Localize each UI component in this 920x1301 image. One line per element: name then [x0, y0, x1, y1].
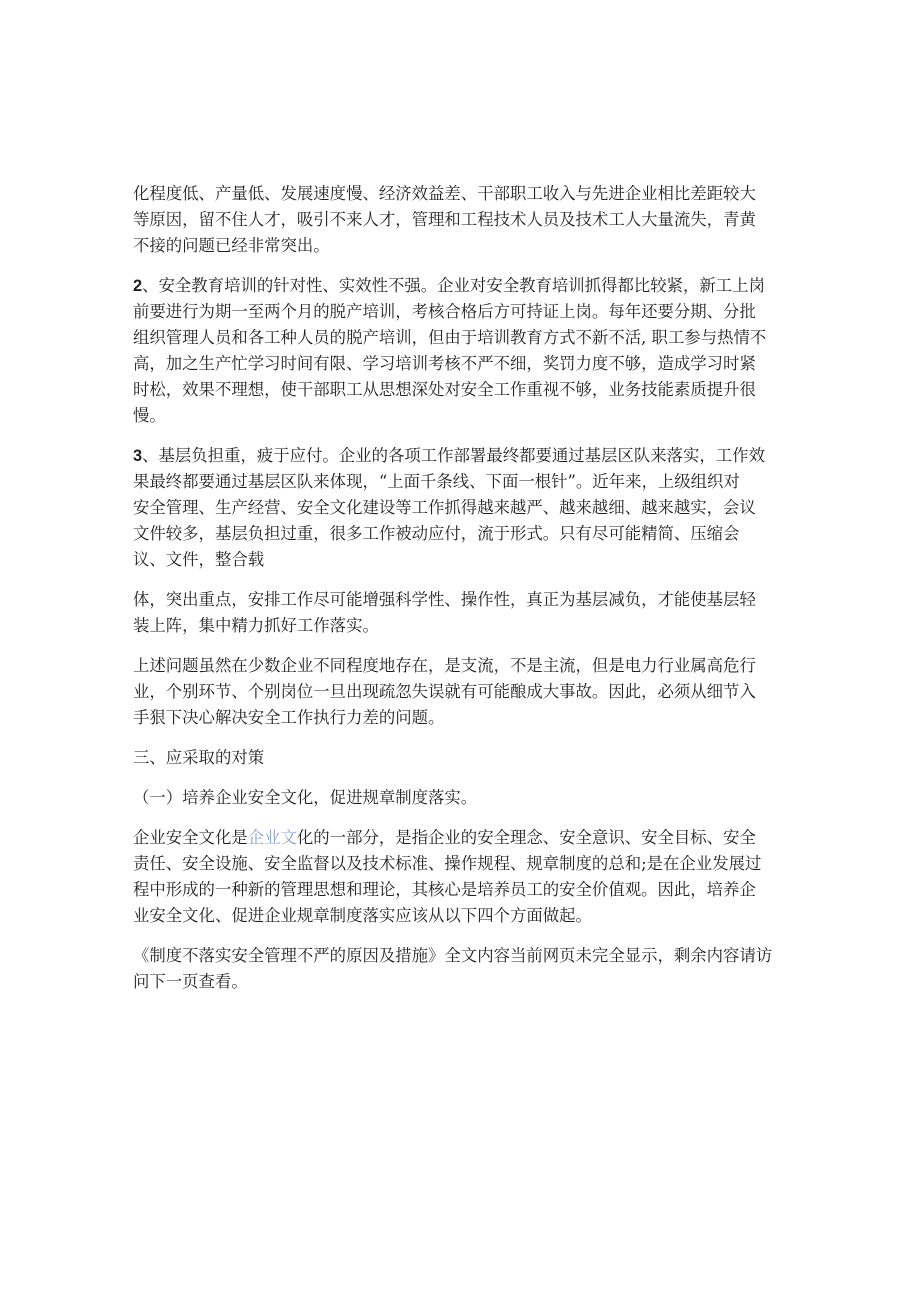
text-line: 高，加之生产忙学习时间有限、学习培训考核不严不细，奖罚力度不够，造成学习时紧: [133, 354, 756, 373]
text-line: 等原因，留不住人才，吸引不来人才，管理和工程技术人员及技术工人大量流失，青黄: [133, 210, 756, 229]
heading-text: （一）培养企业安全文化，促进规章制度落实。: [133, 788, 478, 807]
text-span: 企业安全文化是: [133, 828, 248, 847]
item-number: 3: [133, 447, 143, 465]
text-line: 文件较多，基层负担过重，很多工作被动应付，流于形式。只有尽可能精简、压缩会: [133, 524, 740, 543]
text-line: 安全管理、生产经营、安全文化建设等工作抓得越来越严、越来越细、越来越实，会议: [133, 498, 756, 517]
corporate-culture-link[interactable]: 企业文: [247, 828, 297, 847]
text-line: 问下一页查看。: [133, 972, 248, 991]
text-line: 组织管理人员和各工种人员的脱产培训，但由于培训教育方式不新不活, 职工参与热情不: [133, 328, 767, 347]
text-line: 装上阵，集中精力抓好工作落实。: [133, 616, 379, 635]
text-line: [133, 825, 789, 851]
text-line: 前要进行为期一至两个月的脱产培训，考核合格后方可持证上岗。每年还要分期、分批: [133, 302, 756, 321]
text-line: 程中形成的一种新的管理思想和理论，其核心是培养员工的安全价值观。因此，培养企: [133, 880, 756, 899]
text-span: 、基层负担重，疲于应付。企业的各项工作部署最终都要通过基层区队来落实，工作效: [142, 446, 765, 465]
text-line: 业，个别环节、个别岗位一旦出现疏忽失误就有可能酿成大事故。因此，必须从细节入: [133, 682, 756, 701]
text-line: 手狠下决心解决安全工作执行力差的问题。: [133, 708, 445, 727]
text-line: 《制度不落实安全管理不严的原因及措施》全文内容当前网页未完全显示，剩余内容请访: [133, 946, 773, 965]
text-line: 体，突出重点，安排工作尽可能增强科学性、操作性，真正为基层减负，才能使基层轻: [133, 590, 756, 609]
item-number: 2: [133, 277, 143, 295]
footer-note: [133, 943, 789, 995]
paragraph-training-issue: [133, 273, 789, 429]
text-line: 不接的问题已经非常突出。: [133, 236, 330, 255]
text-line: 时松，效果不理想，使干部职工从思想深处对安全工作重视不够，业务技能素质提升很: [133, 380, 756, 399]
text-line: 责任、安全设施、安全监督以及技术标准、操作规程、规章制度的总和;是在企业发展过: [133, 854, 762, 873]
subsection-heading: [133, 785, 789, 811]
text-line: 慢。: [133, 406, 166, 425]
text-line: 上述问题虽然在少数企业不同程度地存在，是支流，不是主流，但是电力行业属高危行: [133, 656, 756, 675]
text-line: [133, 273, 789, 299]
paragraph-grassroots-burden: [133, 443, 789, 573]
heading-text: 三、应采取的对策: [133, 748, 265, 767]
section-heading: [133, 745, 789, 771]
text-line: 业安全文化、促进企业规章制度落实应该从以下四个方面做起。: [133, 906, 592, 925]
document-page: [133, 181, 789, 1009]
paragraph-summary: [133, 653, 789, 731]
text-span: 、安全教育培训的针对性、实效性不强。企业对安全教育培训抓得都比较紧，新工上岗: [142, 276, 765, 295]
text-span: 化的一部分，是指企业的安全理念、安全意识、安全目标、安全: [296, 828, 756, 847]
text-line: 化程度低、产量低、发展速度慢、经济效益差、干部职工收入与先进企业相比差距较大: [133, 184, 756, 203]
text-line: 议、文件，整合载: [133, 550, 265, 569]
paragraph-safety-culture: [133, 825, 789, 929]
text-line: [133, 443, 789, 469]
paragraph-talent-loss: [133, 181, 789, 259]
text-line: 果最终都要通过基层区队来体现，“上面千条线、下面一根针”。近年来，上级组织对: [133, 472, 740, 491]
paragraph-focus-priorities: [133, 587, 789, 639]
